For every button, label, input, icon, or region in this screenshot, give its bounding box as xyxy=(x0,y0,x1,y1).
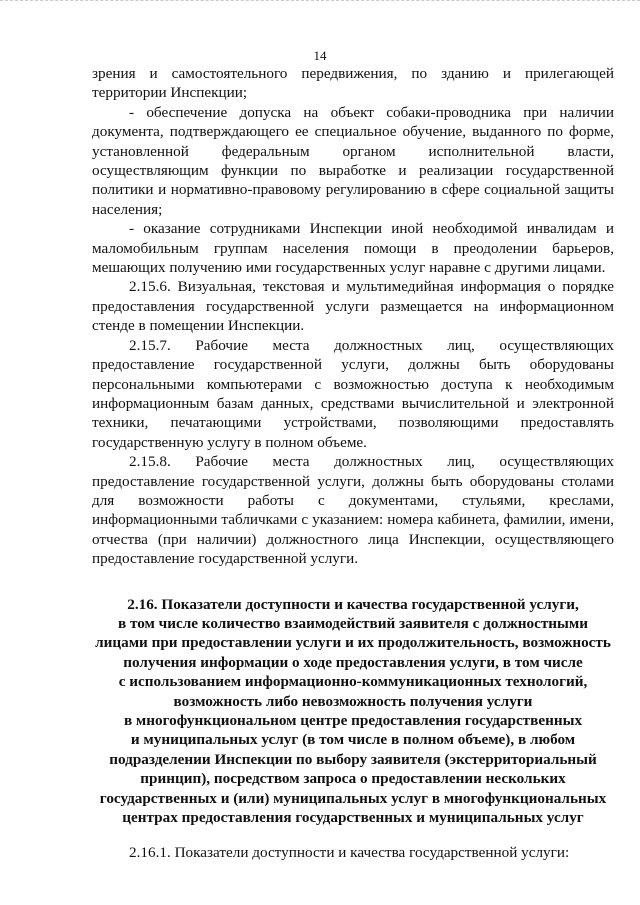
heading-line: лицами при предоставлении услуги и их продолжительность, возможность xyxy=(95,634,611,652)
page-number: 14 xyxy=(313,48,327,63)
scan-edge xyxy=(0,0,640,8)
section-heading-2-16 xyxy=(92,595,614,828)
heading-line: получения информации о ходе предоставления услуги, в том числе xyxy=(123,653,583,671)
paragraph-staff-assistance: - оказание сотрудниками Инспекции иной необходимой инвалидам и маломобильным группам населения помощи в преодолении барьеров, мешающих получению ими государственных услуг наравне с другими лицами. xyxy=(92,220,614,277)
heading-line: в многофункциональном центре предоставления государственных xyxy=(123,712,583,729)
paragraph-2-15-8: 2.15.8. Рабочие места должностных лиц, осуществляющих предоставление государственной услуги, должны быть оборудованы столами для возможности работы с документами, стульями, креслами, информационными табличками с указанием: номера кабинета, фамилии, имени, отчества (при наличии) должностного лица Инспекции, осуществляющего предоставление государственной услуги. xyxy=(92,453,614,568)
heading-line: государственных и (или) муниципальных услуг в многофункциональных xyxy=(99,789,607,807)
heading-line: принцип), посредством запроса о предоставлении нескольких xyxy=(140,770,566,788)
heading-line: с использованием информационно-коммуникационных технологий, xyxy=(118,673,588,691)
heading-line: возможность либо невозможность получения услуги xyxy=(173,692,533,710)
paragraph-2-16-1: 2.16.1. Показатели доступности и качества государственной услуги: xyxy=(129,844,570,862)
document-body xyxy=(92,64,614,863)
paragraph-2-15-7: 2.15.7. Рабочие места должностных лиц, осуществляющих предоставление государственной услуги, должны быть оборудованы персональными компьютерами с возможностью доступа к необходимым информационным базам данных, средствами вычислительной и электронной техники, печатающими устройствами, позволяющими предоставлять государственную услугу в полном объеме. xyxy=(92,336,614,451)
paragraph-2-15-6: 2.15.6. Визуальная, текстовая и мультимедийная информация о порядке предоставления государственной услуги размещается на информационном стенде в помещении Инспекции. xyxy=(92,278,614,335)
heading-line: и муниципальных услуг (в том числе в полном объеме), в любом xyxy=(130,731,576,749)
paragraph-guide-dog-access: - обеспечение допуска на объект собаки-проводника при наличии документа, подтверждающего ее специальное обучение, выданного по форме, установленной федеральным органом исполнительной власти, осуществляющим функции по выработке и реализации государственной политики и нормативно-правовому регулированию в сфере социальной защиты населения; xyxy=(92,103,614,218)
heading-line: подразделении Инспекции по выбору заявителя (экстерриториальный xyxy=(109,750,597,768)
paragraph-continuation: зрения и самостоятельного передвижения, по зданию и прилегающей территории Инспекции; xyxy=(92,65,614,102)
heading-line: центрах предоставления государственных и муниципальных услуг xyxy=(122,809,584,827)
heading-line: 2.16. Показатели доступности и качества государственной услуги, xyxy=(127,595,579,613)
heading-line: в том числе количество взаимодействий заявителя с должностными xyxy=(117,614,589,632)
